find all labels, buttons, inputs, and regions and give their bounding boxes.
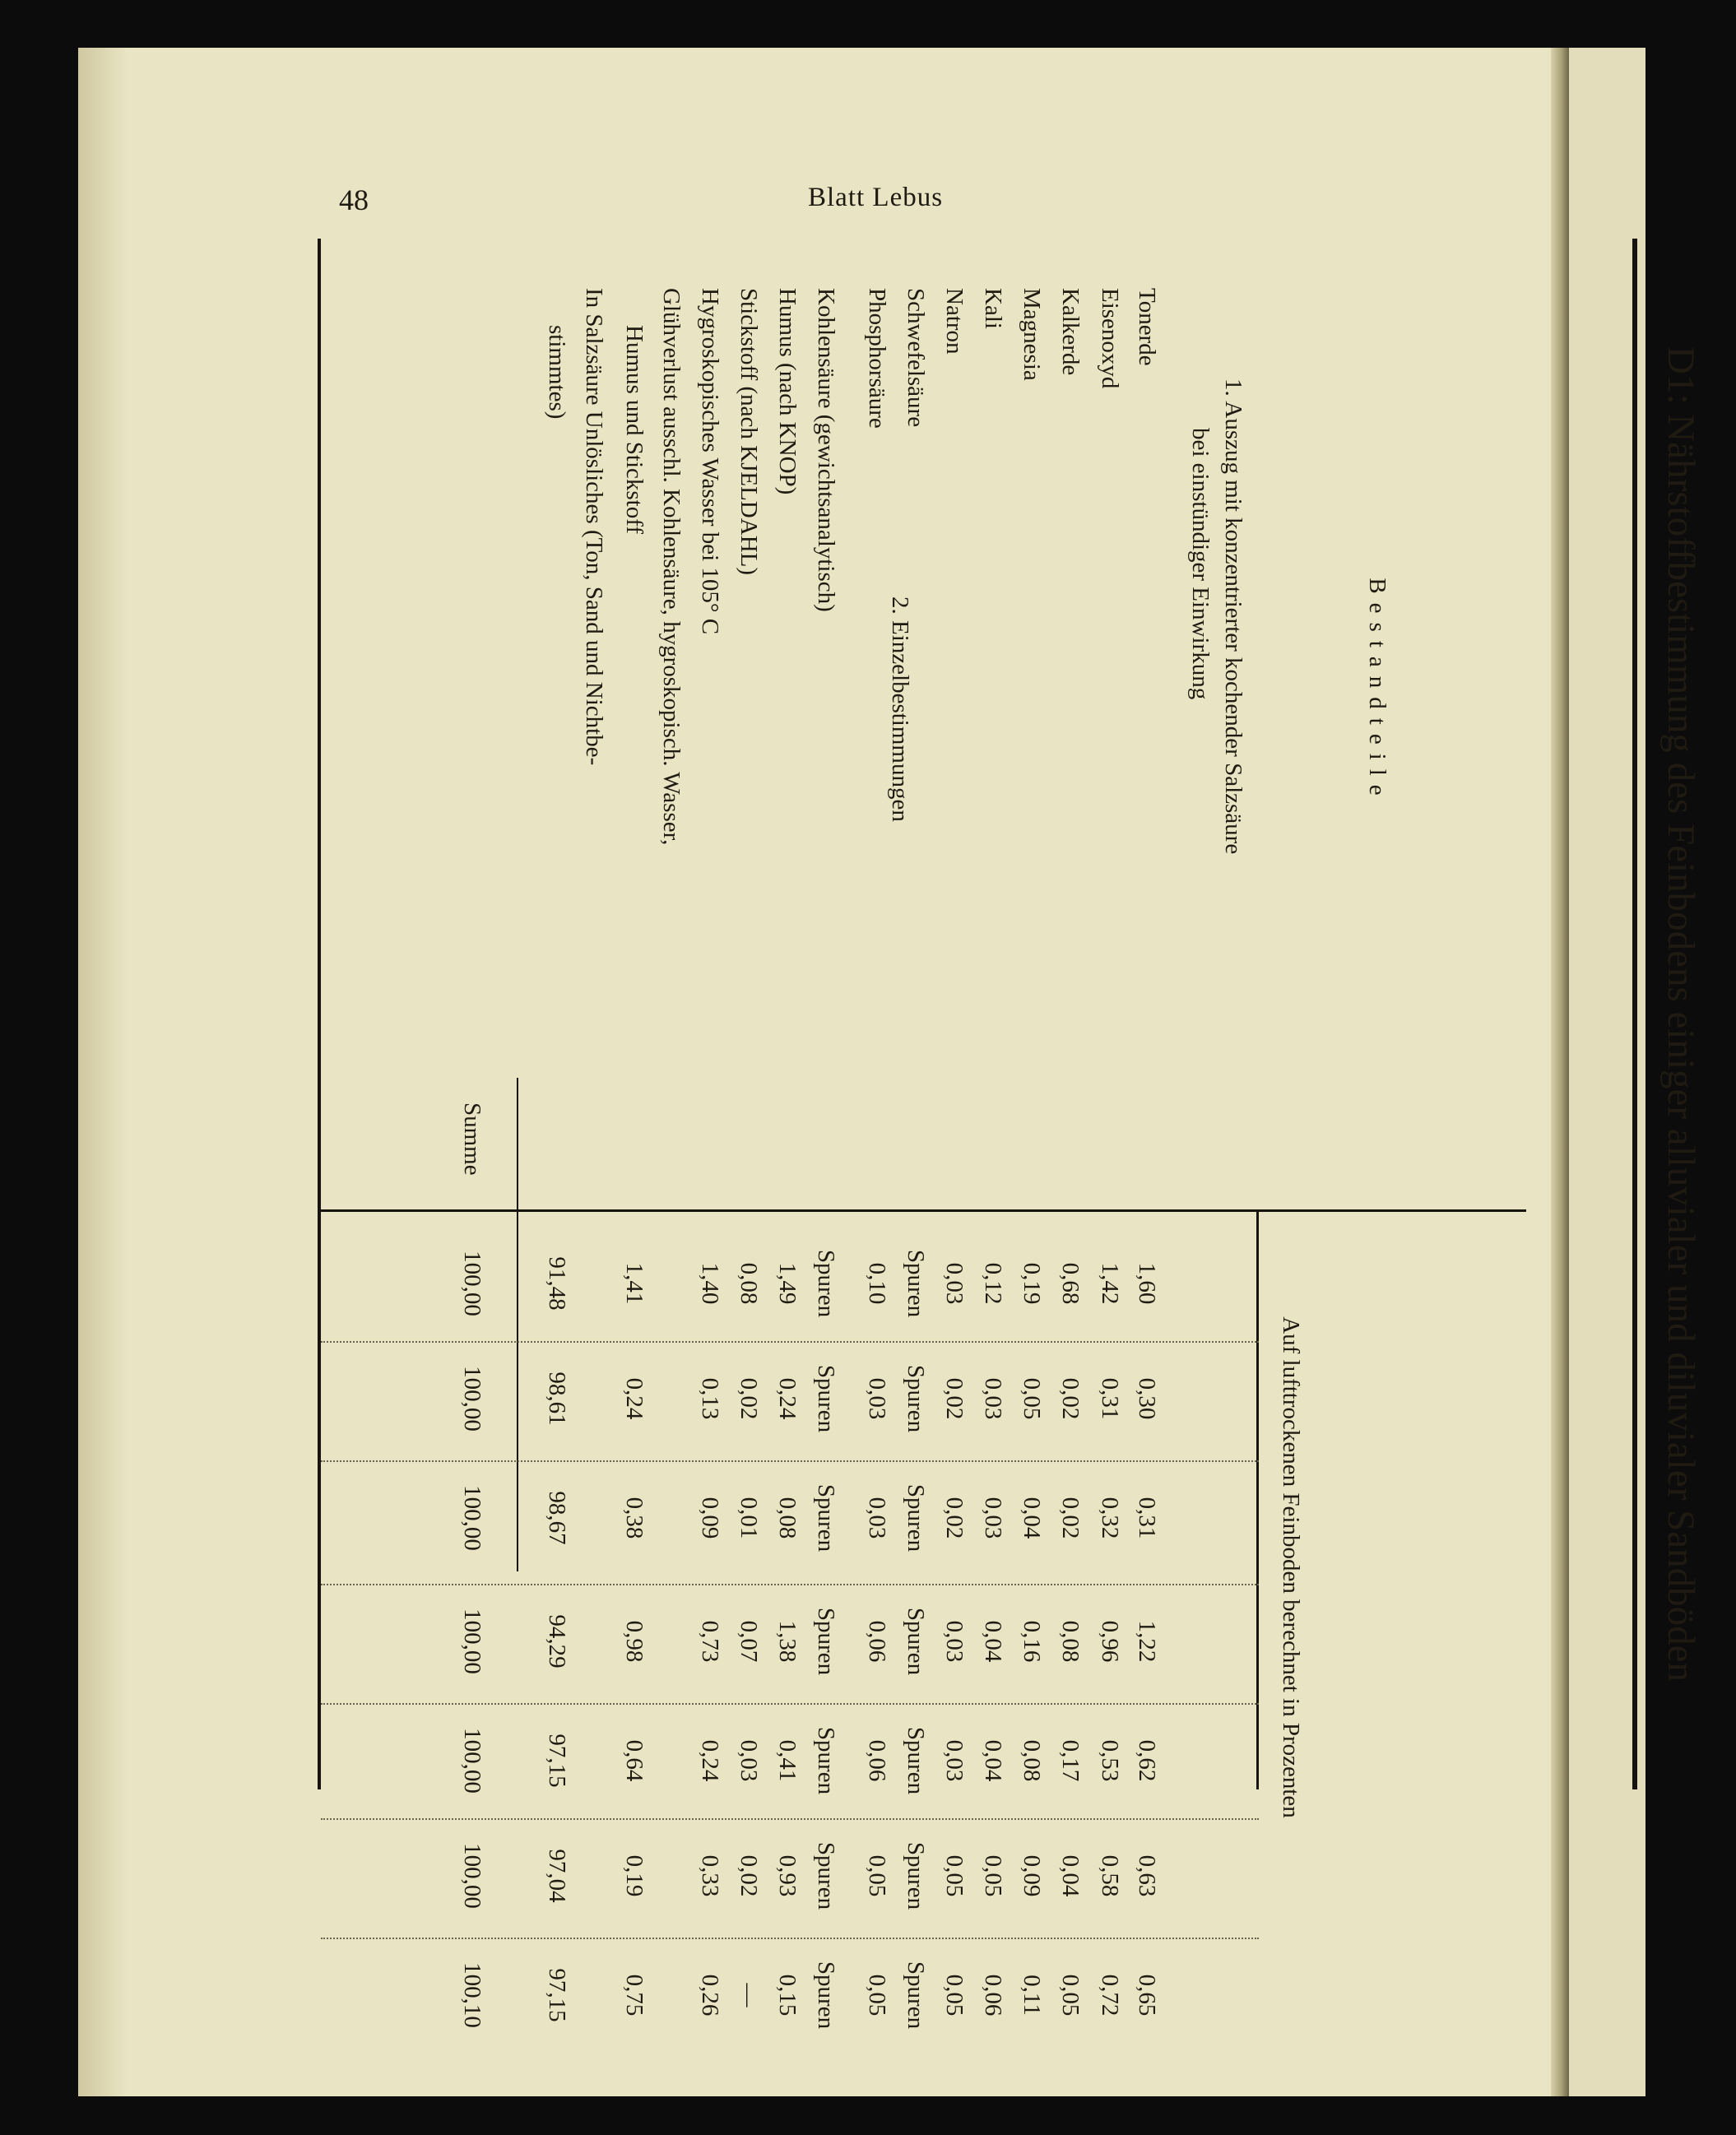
running-head: Blatt Lebus: [808, 183, 944, 212]
table-cell: 0,62: [1134, 1739, 1160, 1782]
table-cell: 97,04: [544, 1849, 570, 1903]
table-cell: Spuren: [903, 1249, 929, 1318]
table-cell: 0,06: [864, 1620, 890, 1663]
table-cell: Spuren: [903, 1607, 929, 1676]
table-cell: 0,41: [774, 1739, 801, 1782]
table-cell: 0,58: [1097, 1854, 1123, 1897]
table-cell: 0,09: [1019, 1854, 1045, 1897]
table-cell: 0,73: [697, 1620, 723, 1663]
table-cell: 0,65: [1134, 1974, 1160, 2017]
column-divider: [321, 1818, 1259, 1821]
table-cell: 0,05: [1019, 1377, 1045, 1420]
table-cell: 94,29: [544, 1614, 570, 1669]
table-cell: Spuren: [813, 1961, 839, 2030]
row-label: Eisenoxyd: [1097, 288, 1123, 389]
row-label: In Salzsäure Unlösliches (Ton, Sand und Nichtbe-: [581, 288, 607, 766]
table-cell: 98,61: [544, 1372, 570, 1426]
row-label: Kali: [980, 288, 1006, 329]
column-divider: [321, 1938, 1259, 1940]
table-cell: 0,12: [980, 1262, 1006, 1305]
table-cell: 0,38: [621, 1497, 648, 1539]
table-cell: 0,75: [621, 1974, 648, 2017]
table-cell: 0,05: [1057, 1974, 1084, 2017]
table-cell: 0,03: [980, 1497, 1006, 1539]
table-cell: 0,19: [1019, 1262, 1045, 1305]
row-label: Kalkerde: [1057, 288, 1084, 376]
row-label: Schwefelsäure: [903, 288, 929, 428]
table-cell: 0,15: [774, 1974, 801, 2017]
row-label: Hygroskopisches Wasser bei 105° C: [697, 288, 723, 635]
table-cell: 0,63: [1134, 1854, 1160, 1897]
table-cell: 1,22: [1134, 1620, 1160, 1663]
sum-cell: 100,00: [459, 1843, 485, 1909]
table-cell: 0,64: [621, 1739, 648, 1782]
table-title: D1: Nährstoffbestimmung des Feinbodens einiger alluvialer und diluvialer Sandböden: [1659, 346, 1702, 1682]
table-cell: Spuren: [813, 1483, 839, 1553]
table-cell: 0,05: [864, 1974, 890, 2017]
table-cell: 0,17: [1057, 1739, 1084, 1782]
table-cell: 0,30: [1134, 1377, 1160, 1420]
table-cell: 98,67: [544, 1491, 570, 1545]
table-cell: 0,16: [1019, 1620, 1045, 1663]
table-cell: 0,13: [697, 1377, 723, 1420]
table-cell: 1,41: [621, 1262, 648, 1305]
sum-rule: [517, 1078, 518, 1571]
table-cell: 0,93: [774, 1854, 801, 1897]
table-cell: 0,05: [980, 1854, 1006, 1897]
row-label: Tonerde: [1134, 288, 1160, 366]
table-cell: 0,04: [980, 1739, 1006, 1782]
table-cell: 0,19: [621, 1854, 648, 1897]
table-cell: 0,10: [864, 1262, 890, 1305]
column-divider: [321, 1584, 1259, 1586]
section-heading-1: 1. Auszug mit konzentrierter kochender Salzsäure: [1220, 378, 1246, 855]
row-label: Stickstoff (nach KJELDAHL): [736, 288, 762, 576]
table-cell: 0,02: [1057, 1377, 1084, 1420]
table-cell: 0,08: [736, 1262, 762, 1305]
row-label: Phosphorsäure: [864, 288, 890, 429]
row-label: Natron: [941, 288, 968, 355]
table-cell: 0,31: [1097, 1377, 1123, 1420]
page-shadow: [78, 48, 128, 2096]
table-cell: 0,04: [980, 1620, 1006, 1663]
column-divider: [321, 1703, 1259, 1706]
table-cell: 0,72: [1097, 1974, 1123, 2017]
section-heading-2: 2. Einzelbestimmungen: [887, 596, 913, 822]
table-cell: 0,24: [697, 1739, 723, 1782]
table-cell: 0,03: [864, 1497, 890, 1539]
table-cell: 0,09: [697, 1497, 723, 1539]
table-cell: 97,15: [544, 1968, 570, 2022]
table-cell: Spuren: [813, 1249, 839, 1318]
table-cell: 0,04: [1019, 1497, 1045, 1539]
table-bottom-rule: [318, 239, 321, 1789]
table-cell: 1,40: [697, 1262, 723, 1305]
row-label: Glühverlust ausschl. Kohlensäure, hygroskopisch. Wasser,: [658, 288, 685, 846]
sum-cell: 100,00: [459, 1366, 485, 1432]
table-cell: Spuren: [813, 1364, 839, 1433]
table-cell: 0,24: [621, 1377, 648, 1420]
table-cell: 0,53: [1097, 1739, 1123, 1782]
table-cell: 0,07: [736, 1620, 762, 1663]
title-rule: [1632, 239, 1637, 1789]
table-cell: 0,02: [941, 1497, 968, 1539]
table-cell: 0,31: [1134, 1497, 1160, 1539]
table-cell: 0,68: [1057, 1262, 1084, 1305]
table-cell: 0,03: [980, 1377, 1006, 1420]
table-cell: —: [736, 1983, 762, 2007]
sum-cell: 100,00: [459, 1608, 485, 1674]
row-label-continuation: stimmtes): [544, 325, 570, 420]
row-label: Humus (nach KNOP): [774, 288, 801, 495]
page-number: 48: [339, 183, 369, 216]
table-cell: 0,02: [941, 1377, 968, 1420]
table-cell: 0,26: [697, 1974, 723, 2017]
column-divider: [321, 1460, 1259, 1463]
rotated-table: [276, 239, 1736, 2030]
table-cell: 0,08: [1019, 1739, 1045, 1782]
table-cell: Spuren: [903, 1841, 929, 1910]
table-cell: 97,15: [544, 1734, 570, 1788]
table-cell: 0,33: [697, 1854, 723, 1897]
table-cell: 91,48: [544, 1256, 570, 1311]
table-cell: 0,11: [1019, 1975, 1045, 2016]
table-cell: 1,49: [774, 1262, 801, 1305]
table-cell: 0,05: [941, 1854, 968, 1897]
table-cell: 1,42: [1097, 1262, 1123, 1305]
row-label: Kohlensäure (gewichtsanalytisch): [813, 288, 839, 612]
value-column-rule: [321, 1209, 1526, 1212]
sum-cell: 100,00: [459, 1251, 485, 1316]
sum-cell: 100,10: [459, 1962, 485, 2028]
table-cell: 0,02: [736, 1377, 762, 1420]
table-cell: 0,08: [774, 1497, 801, 1539]
table-cell: Spuren: [813, 1841, 839, 1910]
table-cell: 0,03: [736, 1739, 762, 1782]
column-header-values: Auf lufttrockenen Feinboden berechnet in Prozenten: [1278, 1316, 1304, 1818]
table-cell: 1,38: [774, 1620, 801, 1663]
table-cell: 0,04: [1057, 1854, 1084, 1897]
sum-cell: 100,00: [459, 1728, 485, 1794]
column-divider: [321, 1341, 1259, 1344]
table-cell: 0,05: [941, 1974, 968, 2017]
column-header-bestandteile: Bestandteile: [1364, 578, 1390, 805]
table-cell: 0,03: [941, 1262, 968, 1305]
summe-label: Summe: [459, 1102, 485, 1176]
table-cell: 0,32: [1097, 1497, 1123, 1539]
table-cell: Spuren: [903, 1483, 929, 1553]
table-cell: 1,60: [1134, 1262, 1160, 1305]
table-cell: Spuren: [813, 1726, 839, 1795]
table-cell: 0,06: [864, 1739, 890, 1782]
table-cell: 0,08: [1057, 1620, 1084, 1663]
row-label: Magnesia: [1019, 288, 1045, 381]
table-cell: Spuren: [813, 1607, 839, 1676]
table-cell: 0,03: [941, 1620, 968, 1663]
table-cell: 0,01: [736, 1497, 762, 1539]
row-label-continuation: Humus und Stickstoff: [621, 325, 648, 535]
table-cell: 0,03: [864, 1377, 890, 1420]
table-cell: 0,24: [774, 1377, 801, 1420]
section-heading-1-cont: bei einstündiger Einwirkung: [1187, 428, 1214, 700]
table-cell: 0,06: [980, 1974, 1006, 2017]
table-cell: 0,96: [1097, 1620, 1123, 1663]
table-cell: 0,03: [941, 1739, 968, 1782]
sum-cell: 100,00: [459, 1485, 485, 1551]
table-cell: Spuren: [903, 1961, 929, 2030]
table-cell: 0,02: [1057, 1497, 1084, 1539]
table-cell: 0,02: [736, 1854, 762, 1897]
table-cell: Spuren: [903, 1726, 929, 1795]
table-cell: Spuren: [903, 1364, 929, 1433]
table-cell: 0,05: [864, 1854, 890, 1897]
table-cell: 0,98: [621, 1620, 648, 1663]
